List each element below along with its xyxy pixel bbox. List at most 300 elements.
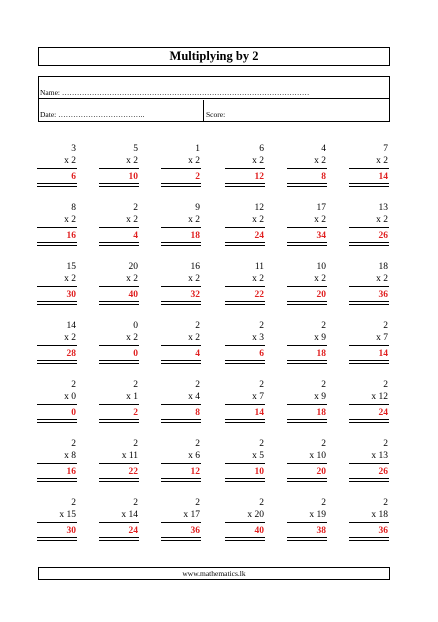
- double-line-bottom: [161, 363, 201, 364]
- multiplicand: 0: [133, 321, 138, 331]
- answer: 10: [128, 172, 138, 182]
- double-line-bottom: [161, 422, 201, 423]
- multiplier: x 20: [247, 510, 264, 520]
- double-line-top: [161, 419, 201, 420]
- multiplicand: 2: [195, 321, 200, 331]
- problem-item: [99, 439, 139, 485]
- problem-item: [287, 262, 327, 308]
- sum-line: [225, 404, 265, 405]
- multiplicand: 9: [195, 203, 200, 213]
- multiplicand: 2: [133, 380, 138, 390]
- multiplier: x 15: [59, 510, 76, 520]
- double-line-top: [161, 301, 201, 302]
- multiplier: x 7: [252, 392, 264, 402]
- multiplicand: 2: [321, 380, 326, 390]
- problem-item: [287, 498, 327, 544]
- name-field[interactable]: Name: ………………………………………………………………………………………: [40, 88, 310, 97]
- answer: 30: [66, 526, 76, 536]
- sum-line: [349, 463, 389, 464]
- answer: 26: [378, 467, 388, 477]
- worksheet-title: Multiplying by 2: [38, 47, 390, 66]
- multiplicand: 2: [259, 498, 264, 508]
- double-line-bottom: [225, 481, 265, 482]
- answer: 36: [378, 290, 388, 300]
- sum-line: [161, 463, 201, 464]
- double-line-bottom: [161, 186, 201, 187]
- multiplicand: 2: [383, 321, 388, 331]
- multiplicand: 8: [71, 203, 76, 213]
- double-line-bottom: [161, 304, 201, 305]
- multiplier: x 2: [188, 333, 200, 343]
- multiplicand: 2: [383, 498, 388, 508]
- sum-line: [225, 345, 265, 346]
- multiplicand: 2: [383, 380, 388, 390]
- multiplicand: 1: [195, 144, 200, 154]
- double-line-bottom: [349, 304, 389, 305]
- double-line-bottom: [99, 245, 139, 246]
- answer: 40: [128, 290, 138, 300]
- double-line-bottom: [37, 245, 77, 246]
- sum-line: [37, 522, 77, 523]
- name-row: [39, 77, 389, 99]
- problem-item: [225, 439, 265, 485]
- problem-item: [37, 380, 77, 426]
- sum-line: [225, 227, 265, 228]
- double-line-bottom: [287, 245, 327, 246]
- double-line-bottom: [225, 422, 265, 423]
- double-line-bottom: [349, 481, 389, 482]
- problem-item: [287, 439, 327, 485]
- answer: 24: [254, 231, 264, 241]
- multiplier: x 1: [126, 392, 138, 402]
- sum-line: [37, 345, 77, 346]
- answer: 14: [254, 408, 264, 418]
- student-info-box: [38, 76, 390, 122]
- sum-line: [349, 522, 389, 523]
- multiplier: x 2: [126, 215, 138, 225]
- double-line-top: [99, 183, 139, 184]
- double-line-bottom: [99, 481, 139, 482]
- double-line-top: [37, 242, 77, 243]
- problem-item: [37, 439, 77, 485]
- multiplicand: 2: [195, 498, 200, 508]
- double-line-top: [349, 183, 389, 184]
- problem-item: [349, 439, 389, 485]
- problem-item: [225, 321, 265, 367]
- double-line-top: [287, 478, 327, 479]
- double-line-bottom: [161, 245, 201, 246]
- multiplier: x 9: [314, 333, 326, 343]
- problem-item: [287, 203, 327, 249]
- multiplicand: 2: [321, 439, 326, 449]
- answer: 28: [66, 349, 76, 359]
- multiplicand: 2: [133, 498, 138, 508]
- multiplier: x 2: [314, 215, 326, 225]
- sum-line: [225, 463, 265, 464]
- answer: 18: [316, 349, 326, 359]
- multiplier: x 7: [376, 333, 388, 343]
- double-line-bottom: [37, 540, 77, 541]
- sum-line: [161, 168, 201, 169]
- multiplicand: 20: [128, 262, 138, 272]
- sum-line: [225, 286, 265, 287]
- multiplicand: 14: [66, 321, 76, 331]
- double-line-top: [349, 360, 389, 361]
- multiplicand: 2: [133, 203, 138, 213]
- double-line-bottom: [225, 540, 265, 541]
- double-line-top: [99, 360, 139, 361]
- answer: 18: [190, 231, 200, 241]
- double-line-top: [287, 183, 327, 184]
- answer: 8: [195, 408, 200, 418]
- multiplicand: 13: [378, 203, 388, 213]
- answer: 30: [66, 290, 76, 300]
- double-line-top: [161, 478, 201, 479]
- double-line-bottom: [349, 540, 389, 541]
- multiplicand: 2: [195, 439, 200, 449]
- double-line-top: [287, 537, 327, 538]
- double-line-top: [225, 537, 265, 538]
- multiplicand: 2: [133, 439, 138, 449]
- multiplier: x 11: [121, 451, 138, 461]
- double-line-top: [161, 183, 201, 184]
- multiplicand: 7: [383, 144, 388, 154]
- multiplier: x 8: [64, 451, 76, 461]
- multiplier: x 2: [64, 215, 76, 225]
- sum-line: [225, 168, 265, 169]
- score-divider: [203, 100, 204, 121]
- double-line-bottom: [37, 304, 77, 305]
- sum-line: [99, 345, 139, 346]
- answer: 26: [378, 231, 388, 241]
- problem-item: [99, 321, 139, 367]
- sum-line: [161, 286, 201, 287]
- double-line-bottom: [225, 304, 265, 305]
- sum-line: [99, 168, 139, 169]
- double-line-bottom: [161, 481, 201, 482]
- multiplicand: 2: [71, 439, 76, 449]
- answer: 2: [195, 172, 200, 182]
- double-line-top: [287, 301, 327, 302]
- answer: 16: [66, 467, 76, 477]
- double-line-bottom: [287, 540, 327, 541]
- multiplier: x 2: [126, 274, 138, 284]
- problem-item: [37, 321, 77, 367]
- problem-item: [287, 321, 327, 367]
- sum-line: [287, 168, 327, 169]
- problem-item: [161, 203, 201, 249]
- double-line-top: [99, 301, 139, 302]
- double-line-bottom: [225, 186, 265, 187]
- multiplicand: 2: [259, 380, 264, 390]
- multiplier: x 2: [314, 274, 326, 284]
- problem-item: [99, 144, 139, 190]
- double-line-top: [37, 183, 77, 184]
- multiplier: x 2: [376, 156, 388, 166]
- problem-item: [99, 203, 139, 249]
- problem-item: [99, 380, 139, 426]
- double-line-bottom: [99, 186, 139, 187]
- answer: 34: [316, 231, 326, 241]
- double-line-top: [225, 360, 265, 361]
- answer: 10: [254, 467, 264, 477]
- multiplicand: 2: [259, 321, 264, 331]
- multiplier: x 2: [376, 274, 388, 284]
- double-line-top: [37, 419, 77, 420]
- multiplicand: 2: [71, 498, 76, 508]
- double-line-bottom: [349, 363, 389, 364]
- double-line-bottom: [287, 422, 327, 423]
- sum-line: [161, 227, 201, 228]
- double-line-top: [349, 301, 389, 302]
- answer: 4: [133, 231, 138, 241]
- multiplier: x 9: [314, 392, 326, 402]
- multiplier: x 0: [64, 392, 76, 402]
- problem-item: [37, 262, 77, 308]
- multiplier: x 2: [64, 156, 76, 166]
- sum-line: [349, 168, 389, 169]
- double-line-bottom: [37, 422, 77, 423]
- sum-line: [349, 345, 389, 346]
- sum-line: [37, 168, 77, 169]
- double-line-top: [287, 360, 327, 361]
- problem-item: [349, 498, 389, 544]
- problem-item: [349, 380, 389, 426]
- multiplicand: 15: [66, 262, 76, 272]
- answer: 12: [190, 467, 200, 477]
- multiplier: x 2: [126, 333, 138, 343]
- multiplicand: 2: [259, 439, 264, 449]
- problem-item: [225, 498, 265, 544]
- answer: 20: [316, 290, 326, 300]
- double-line-top: [161, 360, 201, 361]
- double-line-top: [161, 242, 201, 243]
- multiplier: x 2: [252, 215, 264, 225]
- multiplier: x 10: [309, 451, 326, 461]
- double-line-top: [37, 478, 77, 479]
- sum-line: [287, 404, 327, 405]
- multiplicand: 2: [195, 380, 200, 390]
- double-line-top: [349, 537, 389, 538]
- answer: 8: [321, 172, 326, 182]
- problem-item: [161, 321, 201, 367]
- sum-line: [99, 463, 139, 464]
- answer: 24: [128, 526, 138, 536]
- double-line-top: [161, 537, 201, 538]
- sum-line: [37, 463, 77, 464]
- sum-line: [349, 404, 389, 405]
- sum-line: [99, 227, 139, 228]
- double-line-bottom: [287, 481, 327, 482]
- multiplicand: 11: [254, 262, 264, 272]
- problem-item: [287, 380, 327, 426]
- multiplicand: 2: [383, 439, 388, 449]
- problem-item: [225, 380, 265, 426]
- problem-item: [349, 144, 389, 190]
- problem-item: [225, 262, 265, 308]
- multiplicand: 2: [321, 321, 326, 331]
- double-line-bottom: [37, 186, 77, 187]
- double-line-top: [37, 537, 77, 538]
- multiplier: x 2: [252, 274, 264, 284]
- multiplier: x 3: [252, 333, 264, 343]
- sum-line: [287, 345, 327, 346]
- problem-item: [37, 203, 77, 249]
- double-line-bottom: [99, 304, 139, 305]
- double-line-top: [99, 478, 139, 479]
- double-line-bottom: [287, 363, 327, 364]
- multiplier: x 5: [252, 451, 264, 461]
- multiplicand: 10: [316, 262, 326, 272]
- double-line-bottom: [287, 304, 327, 305]
- answer: 14: [378, 172, 388, 182]
- multiplier: x 13: [371, 451, 388, 461]
- date-score-row: [39, 100, 389, 121]
- sum-line: [161, 522, 201, 523]
- double-line-bottom: [349, 186, 389, 187]
- answer: 6: [71, 172, 76, 182]
- sum-line: [37, 404, 77, 405]
- problem-item: [37, 144, 77, 190]
- double-line-top: [287, 419, 327, 420]
- problem-item: [161, 380, 201, 426]
- double-line-bottom: [225, 363, 265, 364]
- multiplicand: 17: [316, 203, 326, 213]
- problem-item: [161, 262, 201, 308]
- multiplier: x 2: [252, 156, 264, 166]
- sum-line: [349, 227, 389, 228]
- multiplier: x 4: [188, 392, 200, 402]
- footer-website: www.mathematics.lk: [38, 567, 390, 580]
- answer: 22: [128, 467, 138, 477]
- multiplier: x 2: [64, 274, 76, 284]
- multiplicand: 5: [133, 144, 138, 154]
- double-line-top: [99, 537, 139, 538]
- answer: 2: [133, 408, 138, 418]
- multiplicand: 2: [71, 380, 76, 390]
- sum-line: [349, 286, 389, 287]
- double-line-top: [225, 478, 265, 479]
- problem-item: [349, 262, 389, 308]
- multiplicand: 3: [71, 144, 76, 154]
- score-field[interactable]: Score:: [206, 109, 226, 119]
- sum-line: [287, 286, 327, 287]
- answer: 20: [316, 467, 326, 477]
- sum-line: [287, 227, 327, 228]
- multiplicand: 12: [254, 203, 264, 213]
- double-line-top: [37, 360, 77, 361]
- double-line-top: [99, 242, 139, 243]
- problem-item: [99, 262, 139, 308]
- multiplier: x 2: [64, 333, 76, 343]
- double-line-top: [225, 301, 265, 302]
- multiplier: x 2: [188, 274, 200, 284]
- sum-line: [161, 345, 201, 346]
- double-line-bottom: [99, 540, 139, 541]
- problem-item: [287, 144, 327, 190]
- sum-line: [287, 522, 327, 523]
- double-line-top: [225, 419, 265, 420]
- sum-line: [99, 522, 139, 523]
- answer: 36: [378, 526, 388, 536]
- answer: 14: [378, 349, 388, 359]
- sum-line: [99, 404, 139, 405]
- answer: 22: [254, 290, 264, 300]
- sum-line: [99, 286, 139, 287]
- double-line-bottom: [161, 540, 201, 541]
- answer: 36: [190, 526, 200, 536]
- answer: 40: [254, 526, 264, 536]
- multiplier: x 2: [188, 215, 200, 225]
- double-line-top: [287, 242, 327, 243]
- double-line-bottom: [99, 422, 139, 423]
- double-line-bottom: [37, 481, 77, 482]
- double-line-bottom: [225, 245, 265, 246]
- double-line-bottom: [287, 186, 327, 187]
- multiplier: x 19: [309, 510, 326, 520]
- problem-item: [349, 321, 389, 367]
- sum-line: [161, 404, 201, 405]
- multiplicand: 18: [378, 262, 388, 272]
- multiplicand: 16: [190, 262, 200, 272]
- multiplier: x 14: [121, 510, 138, 520]
- multiplier: x 2: [126, 156, 138, 166]
- multiplier: x 18: [371, 510, 388, 520]
- sum-line: [37, 286, 77, 287]
- multiplicand: 4: [321, 144, 326, 154]
- answer: 38: [316, 526, 326, 536]
- answer: 12: [254, 172, 264, 182]
- multiplier: x 2: [376, 215, 388, 225]
- problem-item: [161, 439, 201, 485]
- double-line-bottom: [349, 422, 389, 423]
- multiplicand: 2: [321, 498, 326, 508]
- multiplier: x 2: [188, 156, 200, 166]
- double-line-top: [349, 419, 389, 420]
- double-line-top: [225, 242, 265, 243]
- double-line-bottom: [349, 245, 389, 246]
- answer: 6: [259, 349, 264, 359]
- answer: 18: [316, 408, 326, 418]
- answer: 32: [190, 290, 200, 300]
- multiplier: x 17: [183, 510, 200, 520]
- problem-item: [225, 144, 265, 190]
- sum-line: [37, 227, 77, 228]
- problem-item: [37, 498, 77, 544]
- double-line-top: [37, 301, 77, 302]
- answer: 0: [133, 349, 138, 359]
- double-line-top: [225, 183, 265, 184]
- double-line-top: [99, 419, 139, 420]
- sum-line: [225, 522, 265, 523]
- answer: 0: [71, 408, 76, 418]
- multiplier: x 6: [188, 451, 200, 461]
- problem-item: [99, 498, 139, 544]
- double-line-bottom: [99, 363, 139, 364]
- answer: 4: [195, 349, 200, 359]
- date-field[interactable]: Date: ……………………………..: [40, 109, 145, 119]
- double-line-bottom: [37, 363, 77, 364]
- multiplier: x 12: [371, 392, 388, 402]
- double-line-top: [349, 478, 389, 479]
- multiplicand: 6: [259, 144, 264, 154]
- problem-item: [161, 498, 201, 544]
- problem-item: [225, 203, 265, 249]
- double-line-top: [349, 242, 389, 243]
- problem-item: [161, 144, 201, 190]
- answer: 24: [378, 408, 388, 418]
- multiplier: x 2: [314, 156, 326, 166]
